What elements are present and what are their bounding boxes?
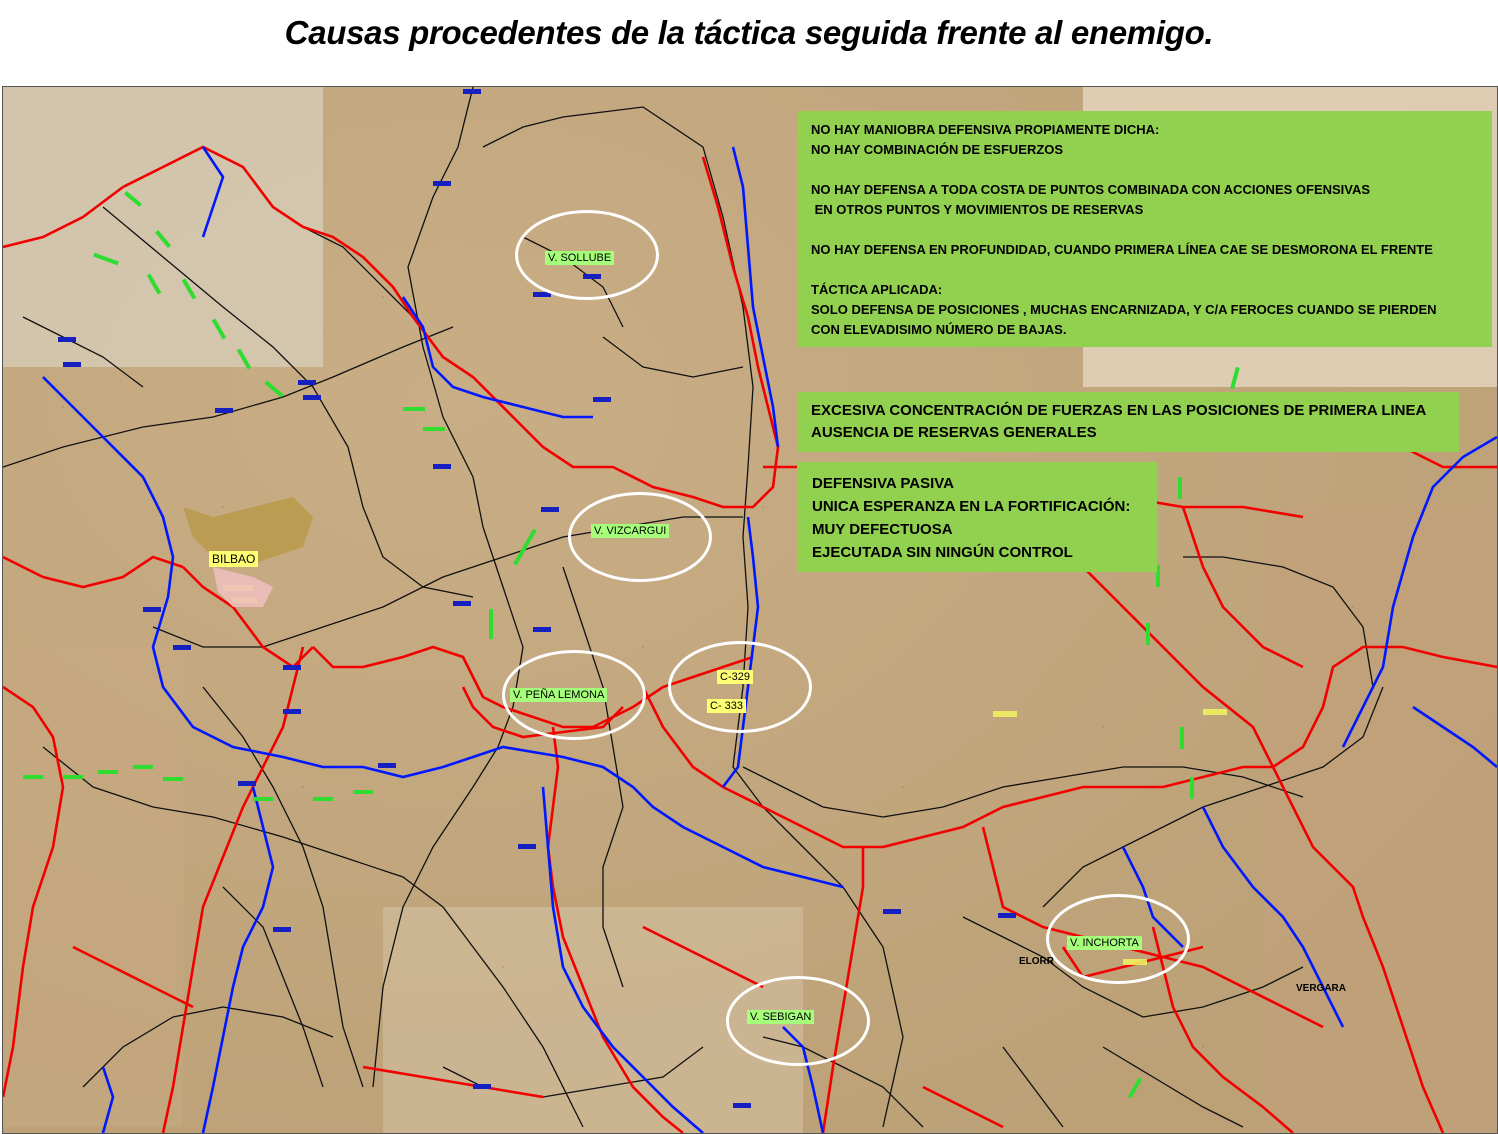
annotation-line: UNICA ESPERANZA EN LA FORTIFICACIÓN: bbox=[812, 498, 1131, 515]
label-bilbao: BILBAO bbox=[209, 551, 258, 567]
label-c333: C- 333 bbox=[707, 699, 746, 713]
annotation-line: CON ELEVADISIMO NÚMERO DE BAJAS. bbox=[811, 322, 1067, 337]
annotation-box-concentration bbox=[797, 392, 1459, 452]
annotation-line: TÁCTICA APLICADA: bbox=[811, 282, 943, 297]
label-pena-lemona: V. PEÑA LEMONA bbox=[510, 688, 607, 702]
label-c329: C-329 bbox=[717, 670, 753, 684]
annotation-line: NO HAY DEFENSA EN PROFUNDIDAD, CUANDO PRIMERA LÍNEA CAE SE DESMORONA EL FRENTE bbox=[811, 242, 1433, 257]
annotation-box-passive-defense bbox=[797, 462, 1157, 572]
annotation-line: EN OTROS PUNTOS Y MOVIMIENTOS DE RESERVAS bbox=[811, 202, 1144, 217]
annotation-line: NO HAY MANIOBRA DEFENSIVA PROPIAMENTE DICHA: bbox=[811, 122, 1160, 137]
annotation-line: MUY DEFECTUOSA bbox=[812, 521, 953, 538]
sea-area bbox=[3, 87, 323, 367]
page-title: Causas procedentes de la táctica seguida frente al enemigo. bbox=[284, 14, 1214, 51]
annotation-line: DEFENSIVA PASIVA bbox=[812, 475, 954, 492]
label-sollube: V. SOLLUBE bbox=[545, 251, 614, 265]
annotation-line: NO HAY DEFENSA A TODA COSTA DE PUNTOS COMBINADA CON ACCIONES OFENSIVAS bbox=[811, 182, 1371, 197]
label-sebigan: V. SEBIGAN bbox=[747, 1010, 814, 1024]
label-vergara: VERGARA bbox=[1296, 983, 1347, 994]
annotation-line: EJECUTADA SIN NINGÚN CONTROL bbox=[812, 544, 1073, 561]
label-vizcargui: V. VIZCARGUI bbox=[591, 524, 669, 538]
annotation-line: SOLO DEFENSA DE POSICIONES , MUCHAS ENCARNIZADA, Y C/A FEROCES CUANDO SE PIERDEN bbox=[811, 302, 1437, 317]
highlight-ring-c329 bbox=[668, 641, 812, 733]
label-elorrio: ELORR bbox=[1019, 956, 1054, 967]
annotation-box-maneuver bbox=[797, 111, 1492, 347]
annotation-line: NO HAY COMBINACIÓN DE ESFUERZOS bbox=[811, 142, 1064, 157]
annotation-line: AUSENCIA DE RESERVAS GENERALES bbox=[811, 424, 1097, 441]
label-inchorta: V. INCHORTA bbox=[1067, 936, 1142, 950]
annotation-line: EXCESIVA CONCENTRACIÓN DE FUERZAS EN LAS POSICIONES DE PRIMERA LINEA bbox=[811, 402, 1427, 419]
